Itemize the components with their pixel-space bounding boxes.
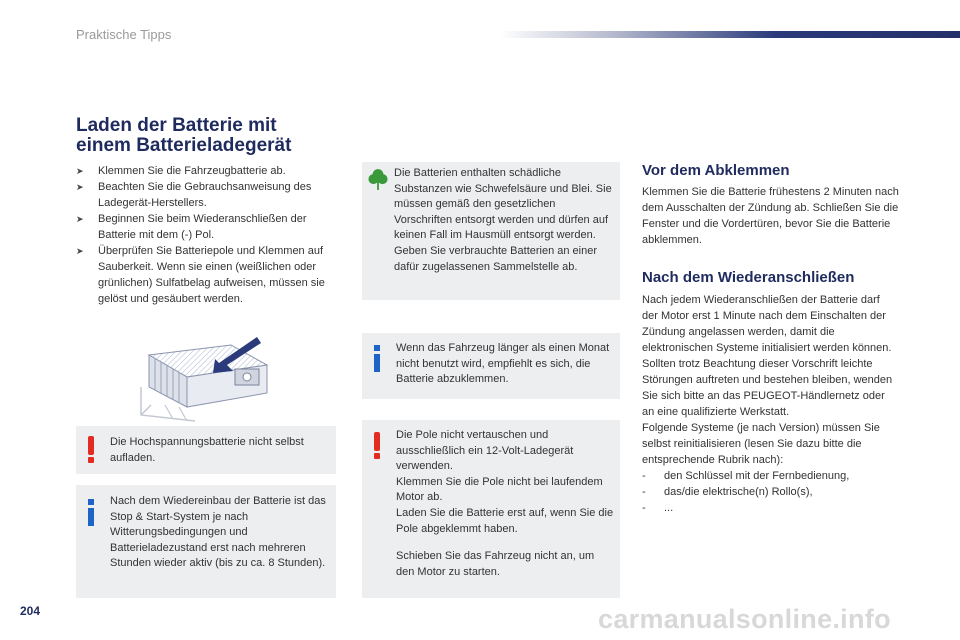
environment-box	[362, 162, 620, 300]
header-bar	[500, 31, 960, 38]
list-item: - das/die elektrische(n) Rollo(s),	[642, 486, 813, 498]
section-heading-after-reconnect: Nach dem Wiederanschließen	[642, 269, 855, 286]
warning-text: Die Hochspannungsbatterie nicht selbst aufladen.	[110, 436, 304, 464]
info-box-mid	[362, 333, 620, 399]
info-text: Nach dem Wiedereinbau der Batterie ist das Stop & Start-System je nach Witterungsbedingungen und Batterieladezustand erst nach mehreren Stunden wieder aktiv (bis zu ca. 8 Stunden).	[110, 495, 326, 570]
arrow-bullet-icon: ➤	[76, 166, 84, 176]
warning-exclamation-icon	[370, 430, 384, 460]
warning-text-1: Die Pole nicht vertauschen und ausschließlich ein 12-Volt-Ladegerät verwenden.	[396, 429, 574, 473]
info-icon	[84, 497, 98, 527]
info-text-mid: Wenn das Fahrzeug länger als einen Monat nicht benutzt wird, empfiehlt es sich, die Batterie abzuklemmen.	[396, 342, 610, 386]
section-text-before-disconnect: Klemmen Sie die Batterie frühestens 2 Minuten nach dem Ausschalten der Zündung ab. Schließen Sie die Fenster und die Vordertüren, bevor Sie die Batterie abklemmen.	[642, 186, 899, 246]
list-item: ➤ Beginnen Sie beim Wiederanschließen der Batterie mit dem (-) Pol.	[76, 213, 307, 241]
warning-text-3: Laden Sie die Batterie erst auf, wenn Sie die Pole abgeklemmt haben.	[396, 506, 614, 535]
warning-exclamation-icon	[84, 434, 98, 464]
info-box	[76, 485, 336, 598]
environment-text: Die Batterien enthalten schädliche Substanzen wie Schwefelsäure und Blei. Sie müssen gemäß den gesetzlichen Vorschriften entsorgt werden und dürfen auf keinen Fall im Hausmüll entsorgt werden.	[394, 167, 612, 242]
environment-text-2: Geben Sie verbrauchte Batterien an einer dafür zugelassenen Sammelstelle ab.	[394, 244, 598, 273]
arrow-bullet-icon: ➤	[76, 246, 84, 256]
list-item: ➤ Überprüfen Sie Batteriepole und Klemmen auf Sauberkeit. Wenn sie einen (weißlichen oder grünlichen) Sulfatbelag aufweisen, müssen sie gelöst und gesäubert werden.	[76, 245, 325, 305]
warning-box-mid	[362, 420, 620, 598]
warning-text-4: Schieben Sie das Fahrzeug nicht an, um den Motor zu starten.	[396, 550, 595, 578]
section-text-after-reconnect-2: Folgende Systeme (je nach Version) müssen Sie selbst reinitialisieren (lesen Sie dazu bitte die entsprechende Rubrik nach):	[642, 422, 880, 466]
info-icon	[370, 343, 384, 373]
arrow-bullet-icon: ➤	[76, 214, 84, 224]
title-line-1: Laden der Batterie mit	[76, 115, 277, 136]
eco-leaf-icon	[368, 168, 388, 192]
list-item: ➤ Klemmen Sie die Fahrzeugbatterie ab.	[76, 165, 286, 177]
list-item: - ...	[642, 502, 674, 514]
page-number: 204	[20, 604, 41, 618]
battery-illustration	[135, 335, 275, 425]
warning-box	[76, 426, 336, 474]
warning-text-2: Klemmen Sie die Pole nicht bei laufendem Motor ab.	[396, 475, 603, 504]
title-line-2: einem Batterieladegerät	[76, 135, 292, 156]
list-item: - den Schlüssel mit der Fernbedienung,	[642, 470, 850, 482]
instruction-list	[76, 163, 338, 307]
page-title	[76, 116, 376, 156]
list-item: ➤ Beachten Sie die Gebrauchsanweisung des Ladegerät-Herstellers.	[76, 181, 312, 209]
watermark: carmanualsonline.info	[598, 604, 891, 634]
arrow-bullet-icon: ➤	[76, 182, 84, 192]
section-body-after-reconnect	[642, 292, 894, 516]
section-text-after-reconnect: Nach jedem Wiederanschließen der Batterie darf der Motor erst 1 Minute nach dem Einschalten der Zündung angelassen werden, damit die elektronischen Systeme initialisiert werden können. Sollten trotz Beachtung dieser Vorschrift leichte Störungen auftreten und bestehen bleiben, wenden Sie sich bitte an das PEUGEOT-Händlernetz oder an eine qualifizierte Werkstatt.	[642, 294, 893, 418]
section-heading-before-disconnect: Vor dem Abklemmen	[642, 162, 790, 179]
section-title: Praktische Tipps	[76, 27, 172, 42]
